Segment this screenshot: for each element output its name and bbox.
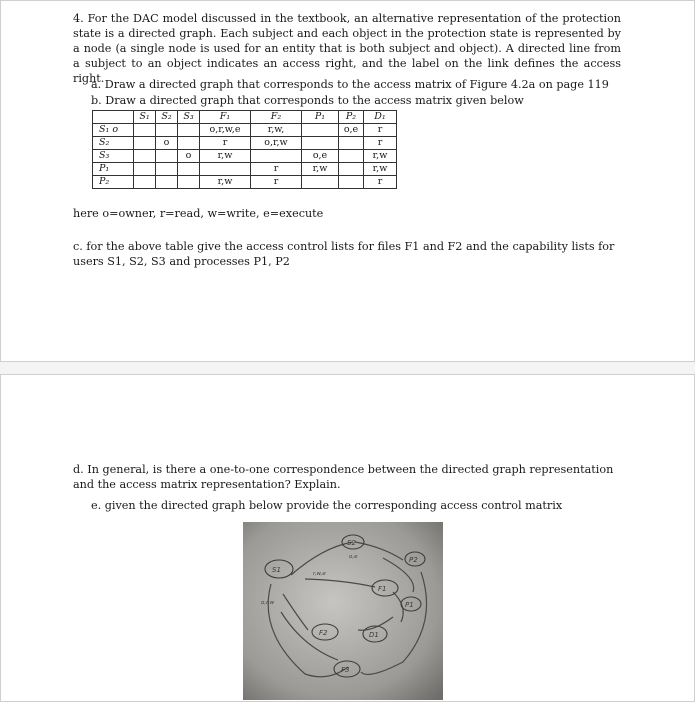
- matrix-col-header: P₁: [302, 111, 339, 124]
- node-label: S1: [272, 566, 281, 574]
- node-label: S2: [347, 539, 356, 547]
- node-label: P1: [405, 601, 414, 609]
- matrix-col-header: S₂: [156, 111, 178, 124]
- matrix-cell: [134, 137, 156, 150]
- matrix-header-row: [93, 111, 397, 124]
- matrix-col-header: S₃: [178, 111, 200, 124]
- matrix-row: [93, 163, 397, 176]
- matrix-cell: [200, 163, 251, 176]
- matrix-cell: o: [156, 137, 178, 150]
- matrix-cell: r,w: [364, 150, 397, 163]
- access-matrix-table: [92, 110, 397, 189]
- matrix-col-header: D₁: [364, 111, 397, 124]
- matrix-row: [93, 124, 397, 137]
- matrix-cell: r: [364, 124, 397, 137]
- matrix-cell: r: [364, 176, 397, 189]
- matrix-cell: o,r,w: [251, 137, 302, 150]
- matrix-cell: r,w: [200, 150, 251, 163]
- matrix-cell: r,w: [200, 176, 251, 189]
- matrix-corner-cell: [93, 111, 134, 124]
- question-d-text: d. In general, is there a one-to-one correspondence between the directed graph representation and the access matrix representation? Explain.: [73, 463, 614, 491]
- matrix-row: [93, 137, 397, 150]
- matrix-cell: [302, 176, 339, 189]
- handwritten-graph-photo: [243, 522, 443, 700]
- matrix-cell: [134, 124, 156, 137]
- matrix-cell: r,w,: [251, 124, 302, 137]
- matrix-cell: [339, 137, 364, 150]
- matrix-cell: o,r,w,e: [200, 124, 251, 137]
- edge-label: o,e: [349, 554, 358, 560]
- matrix-cell: [302, 124, 339, 137]
- matrix-row-header: P₂: [93, 176, 134, 189]
- matrix-col-header: F₁: [200, 111, 251, 124]
- edge-label: r,w,e: [313, 571, 326, 577]
- legend-text: here o=owner, r=read, w=write, e=execute: [73, 207, 324, 220]
- node-label: F1: [378, 585, 387, 593]
- matrix-row-header: S₂: [93, 137, 134, 150]
- matrix-cell: [251, 150, 302, 163]
- question-c-text: c. for the above table give the access control lists for files F1 and F2 and the capability lists for users S1, S2, S3 and processes P1, P2: [73, 240, 615, 268]
- matrix-cell: [302, 137, 339, 150]
- matrix-cell: [178, 176, 200, 189]
- matrix-cell: o,e: [302, 150, 339, 163]
- question-a-text: a. Draw a directed graph that corresponds to the access matrix of Figure 4.2a on page 119: [91, 78, 609, 91]
- matrix-cell: [156, 124, 178, 137]
- matrix-cell: r,w: [364, 163, 397, 176]
- matrix-cell: r: [200, 137, 251, 150]
- question-4-text: 4. For the DAC model discussed in the textbook, an alternative representation of the protection state is a directed graph. Each subject and each object in the protection state is represented by a node (a single node is used for an entity that is both subject and object). A directed line from a subject to an object indicates an access right, and the label on the link defines the access right.: [73, 12, 621, 85]
- matrix-cell: [339, 163, 364, 176]
- matrix-cell: [178, 137, 200, 150]
- question-e-text: e. given the directed graph below provide the corresponding access control matrix: [91, 499, 563, 512]
- edge-label: o,r,w: [261, 600, 275, 606]
- matrix-cell: [134, 163, 156, 176]
- node-label: F3: [341, 666, 350, 674]
- matrix-row-header: S₃: [93, 150, 134, 163]
- matrix-cell: r: [364, 137, 397, 150]
- matrix-cell: [156, 150, 178, 163]
- matrix-cell: r: [251, 176, 302, 189]
- matrix-cell: [178, 124, 200, 137]
- matrix-row-header: S₁ o: [93, 124, 134, 137]
- node-label: P2: [409, 556, 418, 564]
- node-label: D1: [369, 631, 379, 639]
- matrix-cell: r,w: [302, 163, 339, 176]
- matrix-cell: [339, 150, 364, 163]
- matrix-row: [93, 150, 397, 163]
- matrix-row: [93, 176, 397, 189]
- matrix-cell: [134, 176, 156, 189]
- matrix-cell: o: [178, 150, 200, 163]
- matrix-cell: [134, 150, 156, 163]
- matrix-cell: [178, 163, 200, 176]
- matrix-col-header: S₁: [134, 111, 156, 124]
- matrix-cell: [156, 176, 178, 189]
- matrix-col-header: P₂: [339, 111, 364, 124]
- matrix-cell: [339, 176, 364, 189]
- matrix-cell: r: [251, 163, 302, 176]
- question-b-text: b. Draw a directed graph that corresponds to the access matrix given below: [91, 94, 524, 107]
- matrix-row-header: P₁: [93, 163, 134, 176]
- matrix-cell: [156, 163, 178, 176]
- node-label: F2: [319, 629, 328, 637]
- matrix-cell: o,e: [339, 124, 364, 137]
- matrix-col-header: F₂: [251, 111, 302, 124]
